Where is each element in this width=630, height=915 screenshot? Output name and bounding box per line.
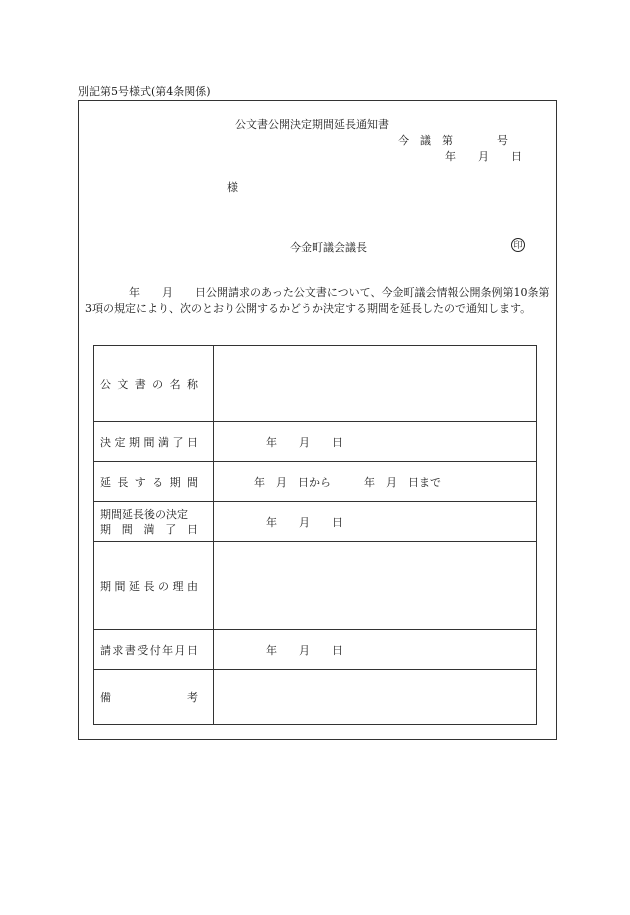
document-title: 公文書公開決定期間延長通知書 xyxy=(235,118,389,131)
row-value-extension-reason[interactable] xyxy=(214,542,537,630)
form-number: 別記第5号様式(第4条関係) xyxy=(78,85,211,98)
extension-details-table xyxy=(93,345,537,725)
row-label-request-received-date: 請 求 書 受 付 年 月 日 xyxy=(94,630,214,670)
row-label-extension-period: 延 長 す る 期 間 xyxy=(94,462,214,502)
row-value-decision-deadline[interactable]: 年 月 日 xyxy=(214,422,537,462)
row-label-document-name: 公 文 書 の 名 称 xyxy=(94,346,214,422)
table-row xyxy=(94,422,537,462)
row-value-extension-period[interactable]: 年 月 日から 年 月 日まで xyxy=(214,462,537,502)
row-value-extended-deadline[interactable]: 年 月 日 xyxy=(214,502,537,542)
row-value-request-received-date[interactable]: 年 月 日 xyxy=(214,630,537,670)
table-row xyxy=(94,346,537,422)
table-row xyxy=(94,502,537,542)
table-row xyxy=(94,462,537,502)
table-row xyxy=(94,542,537,630)
row-label-decision-deadline: 決 定 期 間 満 了 日 xyxy=(94,422,214,462)
seal-mark: 印 xyxy=(511,238,525,252)
table-row xyxy=(94,630,537,670)
row-value-document-name[interactable] xyxy=(214,346,537,422)
row-value-remarks[interactable] xyxy=(214,670,537,725)
row-label-extended-deadline: 期間延長後の決定 期 間 満 了 日 xyxy=(94,502,214,542)
row-label-remarks: 備 考 xyxy=(94,670,214,725)
notice-body-text: 年 月 日公開請求のあった公文書について、今金町議会情報公開条例第10条第3項の規定により、次のとおり公開するかどうか決定する期間を延長したので通知します。 xyxy=(85,286,550,315)
reference-number-line: 今 議 第 号 xyxy=(398,134,508,147)
sender-name: 今金町議会議長 xyxy=(290,241,367,254)
date-line: 年 月 日 xyxy=(445,150,522,163)
row-label-extension-reason: 期 間 延 長 の 理 由 xyxy=(94,542,214,630)
addressee-suffix: 様 xyxy=(227,181,238,194)
table-row xyxy=(94,670,537,725)
